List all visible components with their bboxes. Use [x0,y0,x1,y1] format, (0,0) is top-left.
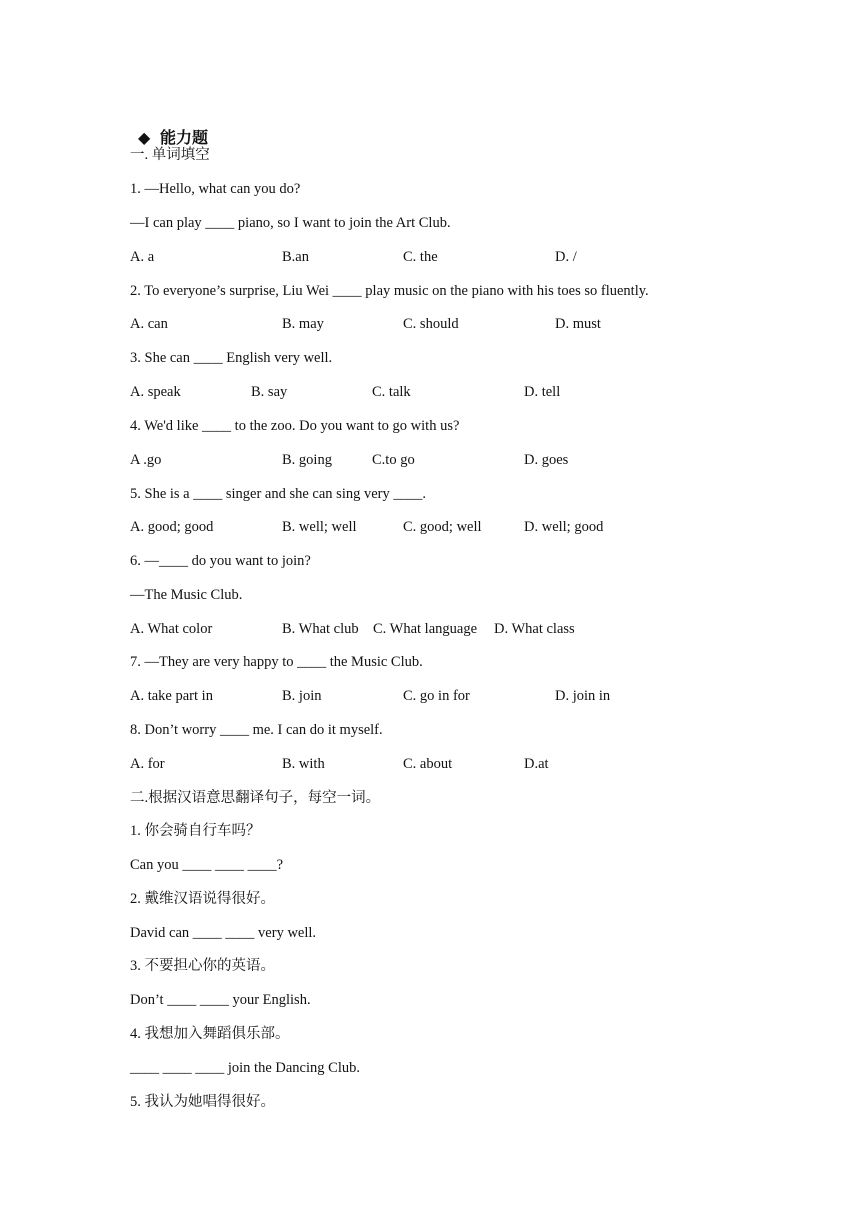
option-c: C. about [403,756,453,772]
option-b: B. What club [282,621,359,637]
option-d: D. goes [524,452,569,468]
question-6-line-1: 6. —____ do you want to join? [130,553,311,569]
translation-3-chinese: 3. 不要担心你的英语。 [130,958,275,974]
question-7-line-1: 7. —They are very happy to ____ the Music Club. [130,654,423,670]
question-3-line-1: 3. She can ____ English very well. [130,350,333,366]
option-a: A .go [130,452,162,468]
option-a: A. can [130,316,168,332]
question-8-line-1: 8. Don’t worry ____ me. I can do it myself. [130,722,383,738]
option-c: C. What language [373,621,478,637]
option-b: B. with [282,756,325,772]
question-4-line-1: 4. We'd like ____ to the zoo. Do you want to go with us? [130,418,460,434]
translation-4-english: ____ ____ ____ join the Dancing Club. [130,1060,360,1076]
option-d: D. must [555,316,601,332]
option-c: C. the [403,249,438,265]
option-d: D.at [524,756,549,772]
option-d: D. join in [555,688,611,704]
option-d: D. / [555,249,577,265]
translation-1-english: Can you ____ ____ ____? [130,857,284,873]
option-a: A. good; good [130,519,214,535]
option-b: B. may [282,316,324,332]
question-1-line-1: 1. —Hello, what can you do? [130,181,301,197]
option-a: A. speak [130,384,181,400]
option-b: B. well; well [282,519,357,535]
translation-5-chinese: 5. 我认为她唱得很好。 [130,1094,275,1110]
option-a: A. take part in [130,688,213,704]
option-b: B.an [282,249,309,265]
translation-2-english: David can ____ ____ very well. [130,925,317,941]
heading-title: 能力题 [160,130,209,147]
translation-3-english: Don’t ____ ____ your English. [130,992,311,1008]
option-b: B. join [282,688,322,704]
option-c: C. good; well [403,519,482,535]
question-5-line-1: 5. She is a ____ singer and she can sing very ____. [130,486,426,502]
question-2-line-1: 2. To everyone’s surprise, Liu Wei ____ play music on the piano with his toes so fluently. [130,283,649,299]
question-6-line-2: —The Music Club. [130,587,243,603]
option-a: A. a [130,249,155,265]
option-d: D. What class [494,621,575,637]
translation-2-chinese: 2. 戴维汉语说得很好。 [130,891,275,907]
translation-1-chinese: 1. 你会骑自行车吗？ [130,823,261,839]
translation-4-chinese: 4. 我想加入舞蹈俱乐部。 [130,1026,290,1042]
option-a: A. for [130,756,165,772]
option-c: C. go in for [403,688,470,704]
option-b: B. going [282,452,332,468]
option-c: C. should [403,316,459,332]
diamond-bullet-icon: ◆ [138,130,151,147]
option-c: C. talk [372,384,411,400]
section1-title: 一. 单词填空 [130,147,210,163]
option-d: D. tell [524,384,561,400]
option-d: D. well; good [524,519,604,535]
option-a: A. What color [130,621,213,637]
option-c: C.to go [372,452,415,468]
section2-title: 二.根据汉语意思翻译句子，每空一词。 [130,790,381,806]
option-b: B. say [251,384,288,400]
question-1-line-2: —I can play ____ piano, so I want to join the Art Club. [130,215,451,231]
section-heading [130,112,208,148]
